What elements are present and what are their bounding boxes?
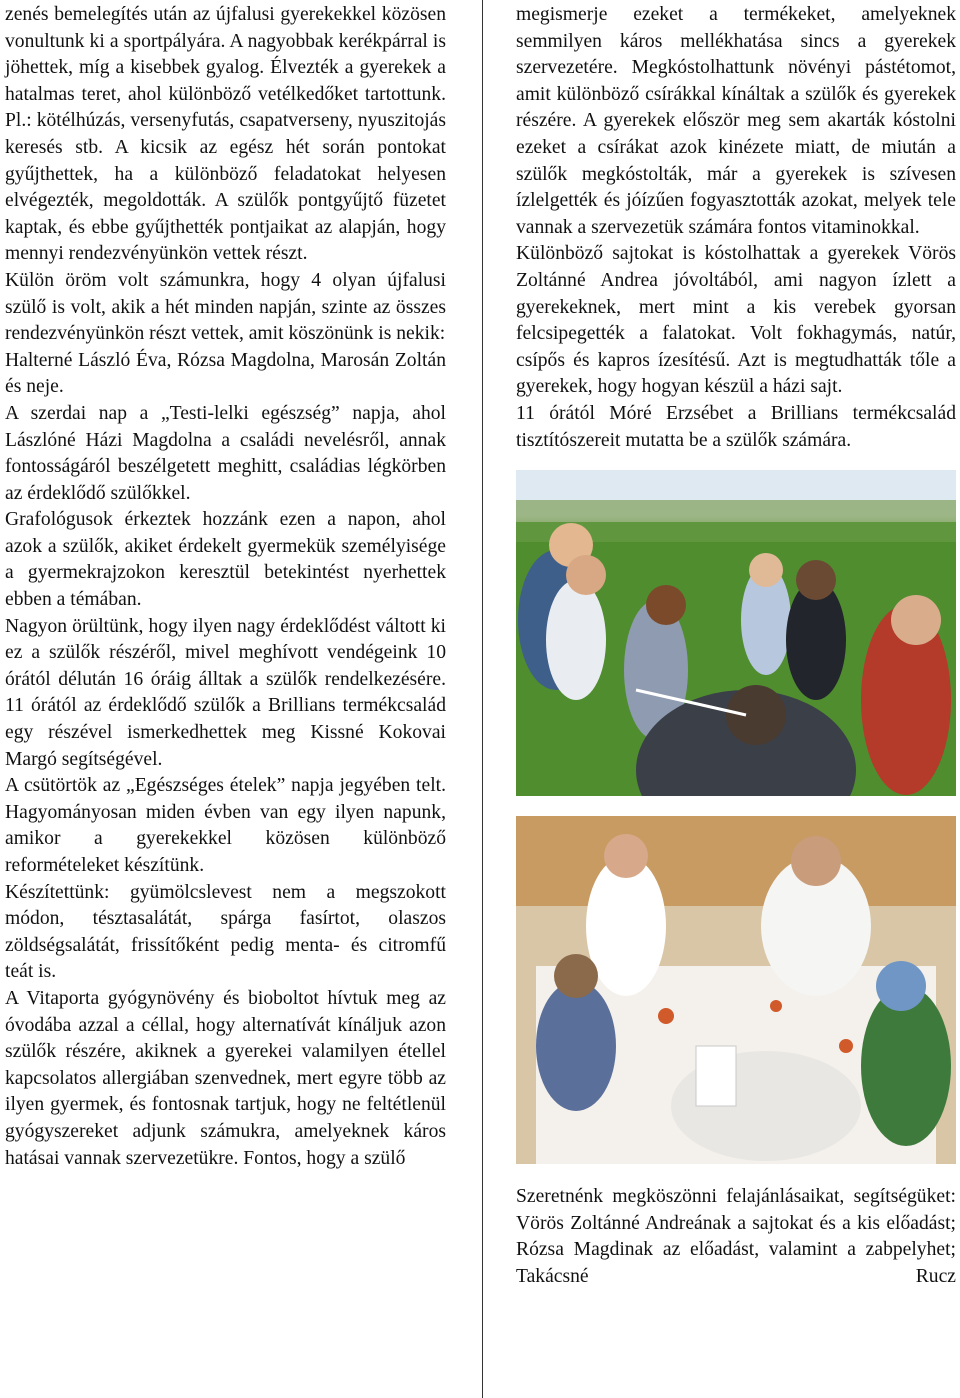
paragraph: Halterné László Éva, Rózsa Magdolna, Marosán Zoltán és neje. — [5, 349, 446, 398]
acknowledgements — [516, 1184, 956, 1290]
paragraph: Grafológusok érkeztek hozzánk ezen a napon, ahol azok a szülők, akiket érdekelt gyermekük személyisége a gyermekrajzokon keresztül betekintést nyerhettek ebben a témában. — [5, 509, 446, 611]
column-divider — [482, 0, 483, 1398]
paragraph: Készítettünk: gyümölcslevest nem a megszokott módon, tésztasalátát, spárga fasírtot, olaszos zöldségsalátát, frissítőként pedig menta- és citromfű teát is. — [5, 881, 446, 983]
paragraph: 11 órától Móré Erzsébet a Brillians termékcsalád tisztítószereit mutatta be a szülők számára. — [516, 402, 956, 451]
paragraph: Nagyon örültünk, hogy ilyen nagy érdeklődést váltott ki ez a szülők részéről, mivel meghívott vendégeink 10 órától délután 16 óráig álltak a szülők rendelkezésére. 11 órától az érdeklődő szülők a Brillians termékcsalád egy részével ismerkedhettek meg Kissné Kokovai Margó segítségével. — [5, 615, 446, 770]
right-column — [516, 2, 956, 1290]
thanks-body: Vörös Zoltánné Andreának a sajtokat és a kis előadást; Rózsa Magdinak az előadást, valamint a zabpelyhet; Takácsné Rucz — [516, 1212, 956, 1287]
paragraph: A csütörtök az „Egészséges ételek” napja jegyében telt. Hagyományosan miden évben van egy ilyen napunk, amikor a gyerekekkel közösen különböző reformételeket készítünk. — [5, 775, 446, 876]
left-column — [5, 2, 446, 1172]
tug-of-war-photo — [516, 470, 956, 796]
paragraph: megismerje ezeket a termékeket, amelyeknek semmilyen káros mellékhatása sincs a gyerekek szervezetére. Megkóstolhattunk növényi pástétomot, amit különböző csírákkal kínáltak a szülők és gyerekek részére. A gyerekek először meg sem akarták kóstolni ezeket a csírákat azok kinézete miatt, de miután a szülők megkóstolták, már a gyerekek is szívesen ízlelgették és jóízűen fogyasztották azokat, melyek tele vannak a szervezetük számára fontos vitaminokkal. — [516, 4, 956, 238]
paragraph: A Vitaporta gyógynövény és bioboltot hívtuk meg az óvodába azzal a céllal, hogy alternatívát kínáljuk azon szülők részére, akiknek a gyerekei valamilyen étellel kapcsolatos allergiában szenvednek, mert egyre több az ilyen gyermek, és fontosnak tartjuk, hogy ne feltétlenül gyógyszereket adjunk számukra, amelyeknek káros hatásai vannak szervezetükre. Fontos, hogy a szülő — [5, 987, 446, 1169]
cooking-photo — [516, 816, 956, 1164]
cooking-photo-graphic — [516, 816, 956, 1164]
paragraph: A szerdai nap a „Testi-lelki egészség” napja, ahol Lászlóné Házi Magdolna a családi nevelésről, annak fontosságáról beszélgetett meghitt, családias légkörben az érdeklődő szülőkkel. — [5, 402, 446, 504]
tug-of-war-photo-graphic — [516, 470, 956, 796]
thanks-heading: Szeretnénk megköszönni felajánlásaikat, segítségüket: — [516, 1186, 956, 1208]
paragraph: Különböző sajtokat is kóstolhattak a gyerekek Vörös Zoltánné Andrea jóvoltából, ami nagyon ízlett a gyerekeknek, mert mint a kis verebek gyorsan felcsipegették a falatokat. Volt fokhagymás, natúr, csípős és kapros ízesítésű. Azt is megtudhatták tőle a gyerekek, hogy hogyan készül a házi sajt. — [516, 243, 956, 398]
paragraph: zenés bemelegítés után az újfalusi gyerekekkel közösen vonultunk ki a sportpályára. A nagyobbak kerékpárral is jöhettek, míg a kisebbek gyalog. Élvezték a gyerekek a hatalmas teret, ahol különböző vetélkedőket tartottunk. Pl.: kötélhúzás, versenyfutás, csapatverseny, nyuszitojás keresés stb. A kicsik az egész hét során pontokat gyűjthettek, ha a különböző feladatokat helyesen elvégezték, megoldották. A szülők pontgyűjtő füzetet kaptak, és ebbe gyűjthették pontjaikat az alapján, hogy mennyi rendezvényünkön vettek részt. — [5, 4, 446, 265]
paragraph: Külön öröm volt számunkra, hogy 4 olyan újfalusi szülő is volt, akik a hét minden napján, szinte az összes rendezvényünkön részt vettek, amit köszönünk is nekik: — [5, 269, 446, 345]
